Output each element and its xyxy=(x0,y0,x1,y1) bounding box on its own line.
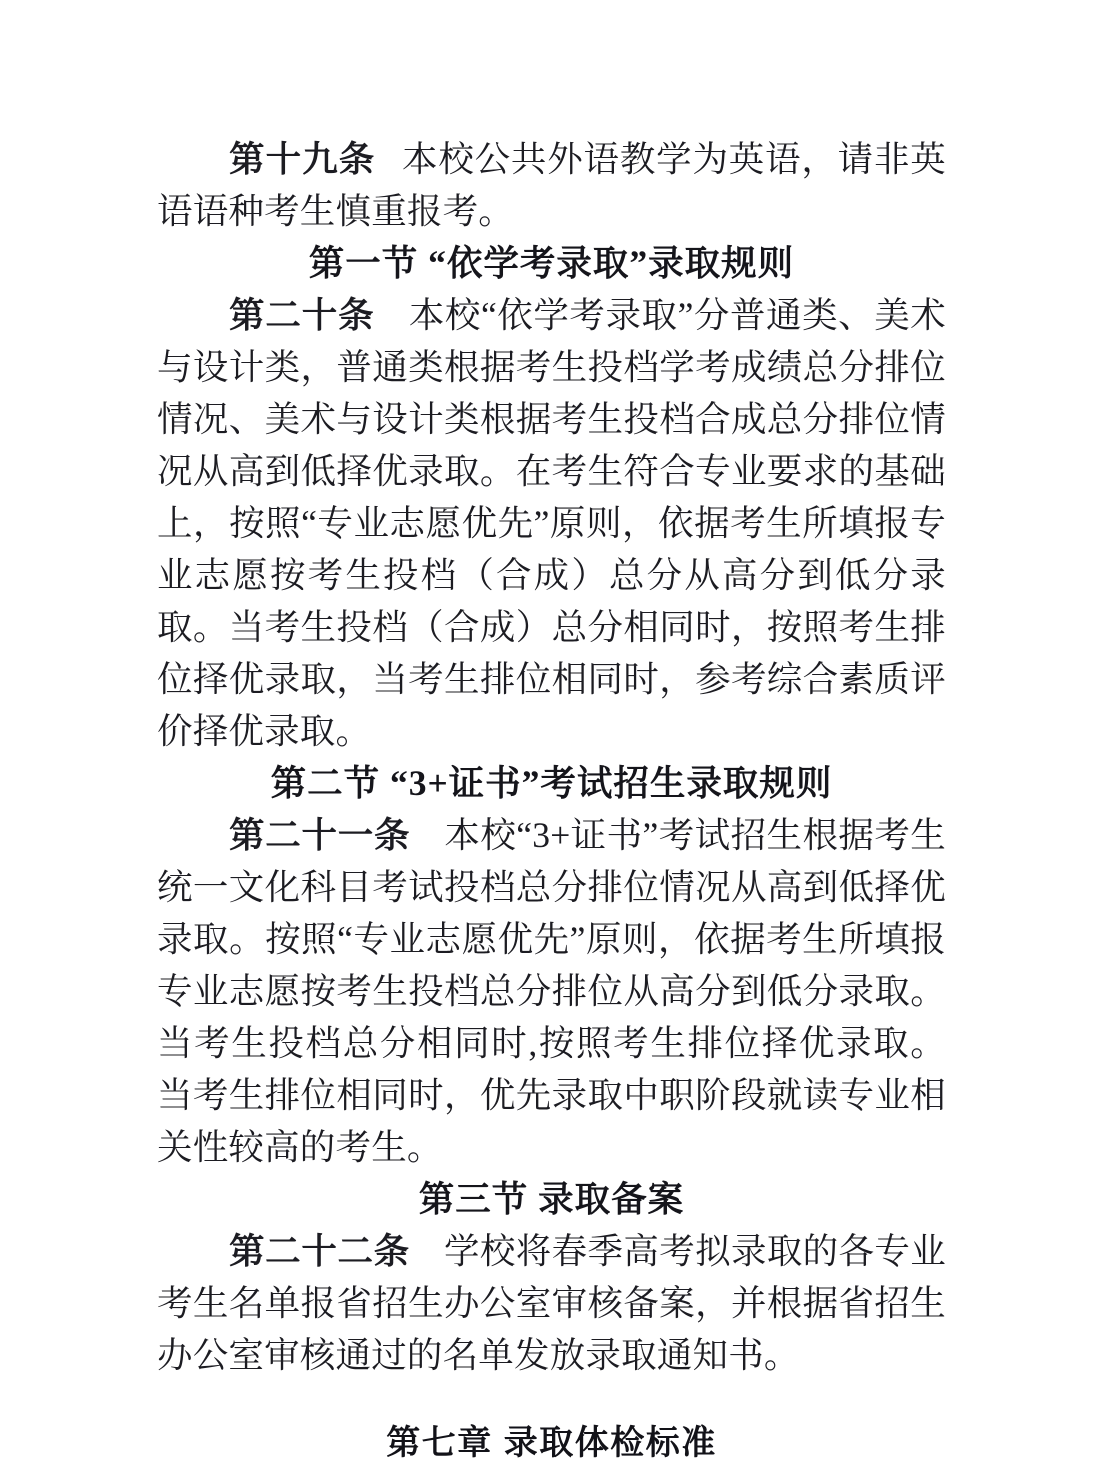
article-body-20: 本校“依学考录取”分普通类、美术与设计类，普通类根据考生投档学考成绩总分排位情况、美术与设计类根据考生投档合成总分排位情况从高到低择优录取。在考生符合专业要求的基础上，按照“专业志愿优先”原则，依据考生所填报专业志愿按考生投档（合成）总分从高分到低分录取。当考生投档（合成）总分相同时，按照考生排位择优录取，当考生排位相同时，参考综合素质评价择优录取。 xyxy=(157,295,946,751)
article-body-19: 本校公共外语教学为英语，请非英语语种考生慎重报考。 xyxy=(157,139,946,231)
article-label-19: 第十九条 xyxy=(229,139,376,179)
article-body-22: 学校将春季高考拟录取的各专业考生名单报省招生办公室审核备案，并根据省招生办公室审核通过的名单发放录取通知书。 xyxy=(157,1231,946,1375)
article-paragraph-19 xyxy=(157,133,946,237)
article-paragraph-20 xyxy=(157,289,946,757)
section-heading-2: 第二节 “3+证书”考试招生录取规则 xyxy=(270,763,833,803)
chapter-heading-7: 第七章 录取体检标准 xyxy=(386,1424,717,1462)
article-label-20: 第二十条 xyxy=(229,295,375,335)
article-body-21: 本校“3+证书”考试招生根据考生统一文化科目考试投档总分排位情况从高到低择优录取。按照“专业志愿优先”原则，依据考生所填报专业志愿按考生投档总分排位从高分到低分录取。 当考生投档总分相同时,按照考生排位择优录取。当考生排位相同时，优先录取中职阶段就读专业相关性较高的考生。 xyxy=(157,815,946,1167)
article-paragraph-22 xyxy=(157,1225,946,1381)
article-label-22: 第二十二条 xyxy=(229,1231,410,1271)
article-label-21: 第二十一条 xyxy=(229,815,411,855)
article-paragraph-21 xyxy=(157,809,946,1173)
section-heading-1: 第一节 “依学考录取”录取规则 xyxy=(308,243,795,283)
document-text-column xyxy=(157,133,946,1469)
section-heading-3: 第三节 录取备案 xyxy=(418,1179,685,1219)
